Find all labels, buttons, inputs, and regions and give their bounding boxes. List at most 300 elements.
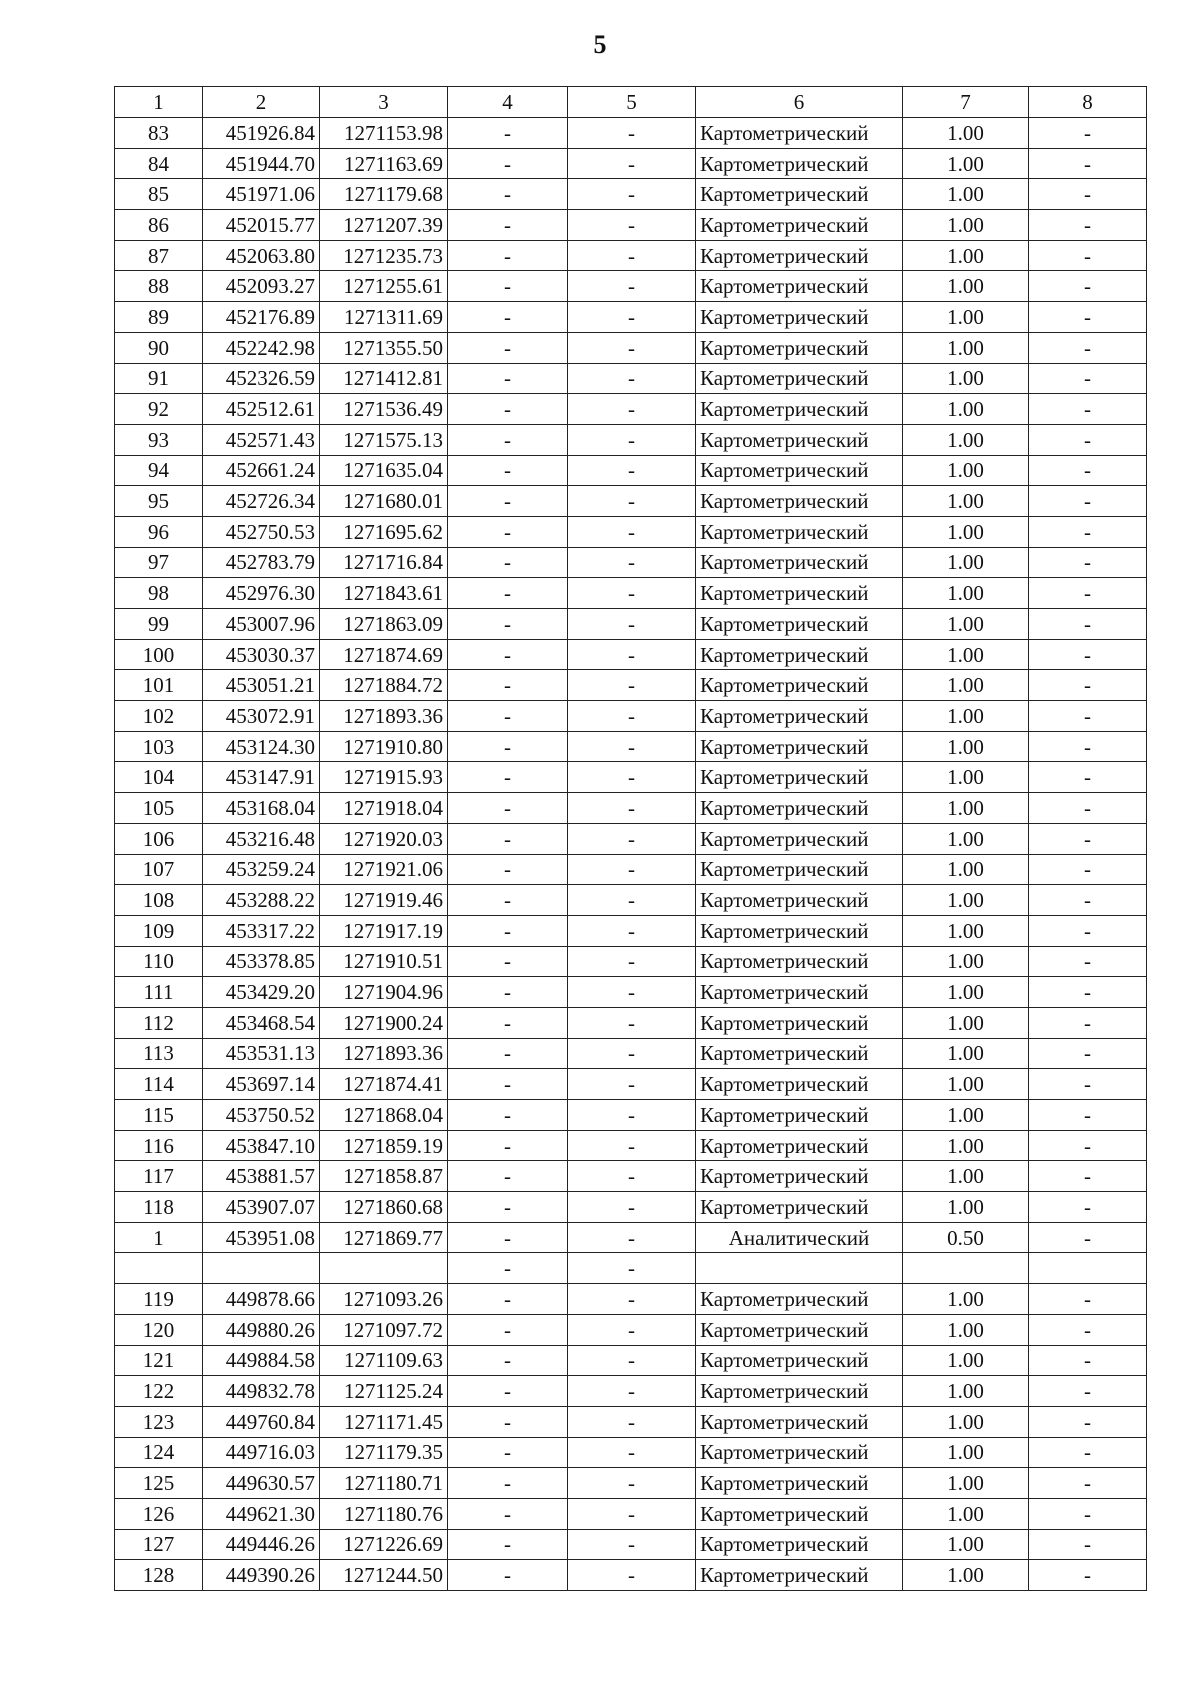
column-8-cell: -: [1029, 1038, 1147, 1069]
table-row: [115, 1253, 1147, 1284]
table-row: [115, 179, 1147, 210]
column-header: 2: [203, 87, 320, 118]
x-coordinate-cell: 452571.43: [203, 424, 320, 455]
column-8-cell: -: [1029, 762, 1147, 793]
table-row: [115, 1161, 1147, 1192]
point-number-cell: 103: [115, 731, 203, 762]
table-row: [115, 1529, 1147, 1560]
column-8-cell: -: [1029, 547, 1147, 578]
accuracy-cell: 1.00: [903, 118, 1029, 149]
accuracy-cell: 1.00: [903, 148, 1029, 179]
column-5-cell: -: [568, 363, 696, 394]
accuracy-cell: 1.00: [903, 977, 1029, 1008]
column-8-cell: -: [1029, 1314, 1147, 1345]
x-coordinate-cell: 453168.04: [203, 793, 320, 824]
point-number-cell: 109: [115, 915, 203, 946]
method-cell: Картометрический: [696, 1069, 903, 1100]
column-4-cell: -: [448, 701, 568, 732]
x-coordinate-cell: 452783.79: [203, 547, 320, 578]
accuracy-cell: 1.00: [903, 547, 1029, 578]
column-8-cell: -: [1029, 363, 1147, 394]
method-cell: Картометрический: [696, 1161, 903, 1192]
column-8-cell: -: [1029, 1161, 1147, 1192]
table-row: [115, 793, 1147, 824]
accuracy-cell: 1.00: [903, 1468, 1029, 1499]
column-4-cell: -: [448, 609, 568, 640]
method-cell: Картометрический: [696, 1468, 903, 1499]
y-coordinate-cell: 1271920.03: [320, 823, 448, 854]
accuracy-cell: 1.00: [903, 210, 1029, 241]
accuracy-cell: 1.00: [903, 424, 1029, 455]
method-cell: Картометрический: [696, 455, 903, 486]
column-5-cell: -: [568, 1345, 696, 1376]
table-row: [115, 1314, 1147, 1345]
x-coordinate-cell: 452512.61: [203, 394, 320, 425]
column-4-cell: -: [448, 670, 568, 701]
column-5-cell: -: [568, 179, 696, 210]
x-coordinate-cell: 449832.78: [203, 1376, 320, 1407]
accuracy-cell: 1.00: [903, 670, 1029, 701]
point-number-cell: 83: [115, 118, 203, 149]
column-8-cell: -: [1029, 793, 1147, 824]
method-cell: Картометрический: [696, 639, 903, 670]
column-5-cell: -: [568, 1038, 696, 1069]
point-number-cell: 114: [115, 1069, 203, 1100]
column-5-cell: -: [568, 1069, 696, 1100]
accuracy-cell: 1.00: [903, 915, 1029, 946]
method-cell: Картометрический: [696, 977, 903, 1008]
column-8-cell: -: [1029, 701, 1147, 732]
column-4-cell: -: [448, 1345, 568, 1376]
accuracy-cell: 1.00: [903, 854, 1029, 885]
method-cell: Картометрический: [696, 946, 903, 977]
accuracy-cell: 1.00: [903, 1284, 1029, 1315]
table-row: [115, 670, 1147, 701]
page-number: 5: [593, 30, 607, 59]
y-coordinate-cell: 1271893.36: [320, 701, 448, 732]
column-5-cell: -: [568, 854, 696, 885]
table-row: [115, 578, 1147, 609]
method-cell: Картометрический: [696, 1284, 903, 1315]
x-coordinate-cell: 453750.52: [203, 1100, 320, 1131]
point-number-cell: 121: [115, 1345, 203, 1376]
accuracy-cell: 1.00: [903, 271, 1029, 302]
column-8-cell: -: [1029, 1560, 1147, 1591]
column-5-cell: -: [568, 1284, 696, 1315]
y-coordinate-cell: 1271910.51: [320, 946, 448, 977]
accuracy-cell: 1.00: [903, 240, 1029, 271]
accuracy-cell: 1.00: [903, 486, 1029, 517]
method-cell: Картометрический: [696, 1437, 903, 1468]
x-coordinate-cell: 452661.24: [203, 455, 320, 486]
table-row: [115, 1130, 1147, 1161]
point-number-cell: 123: [115, 1406, 203, 1437]
x-coordinate-cell: 452015.77: [203, 210, 320, 241]
accuracy-cell: 1.00: [903, 1314, 1029, 1345]
column-5-cell: -: [568, 762, 696, 793]
column-4-cell: -: [448, 1498, 568, 1529]
y-coordinate-cell: 1271255.61: [320, 271, 448, 302]
table-row: [115, 302, 1147, 333]
y-coordinate-cell: 1271874.41: [320, 1069, 448, 1100]
point-number-cell: 108: [115, 885, 203, 916]
point-number-cell: 118: [115, 1192, 203, 1223]
table-row: [115, 547, 1147, 578]
method-cell: Картометрический: [696, 731, 903, 762]
method-cell: Картометрический: [696, 1345, 903, 1376]
x-coordinate-cell: [203, 1253, 320, 1284]
y-coordinate-cell: 1271874.69: [320, 639, 448, 670]
accuracy-cell: 1.00: [903, 885, 1029, 916]
method-cell: Картометрический: [696, 332, 903, 363]
column-8-cell: -: [1029, 1100, 1147, 1131]
column-5-cell: -: [568, 302, 696, 333]
x-coordinate-cell: 453007.96: [203, 609, 320, 640]
column-4-cell: -: [448, 1314, 568, 1345]
y-coordinate-cell: 1271918.04: [320, 793, 448, 824]
column-5-cell: -: [568, 1314, 696, 1345]
y-coordinate-cell: 1271900.24: [320, 1007, 448, 1038]
column-5-cell: -: [568, 1253, 696, 1284]
y-coordinate-cell: 1271180.71: [320, 1468, 448, 1499]
table-row: [115, 1069, 1147, 1100]
x-coordinate-cell: 452093.27: [203, 271, 320, 302]
column-4-cell: -: [448, 1560, 568, 1591]
column-4-cell: -: [448, 1161, 568, 1192]
point-number-cell: 98: [115, 578, 203, 609]
table-row: [115, 1560, 1147, 1591]
column-4-cell: -: [448, 1284, 568, 1315]
column-5-cell: -: [568, 424, 696, 455]
x-coordinate-cell: 453072.91: [203, 701, 320, 732]
method-cell: Картометрический: [696, 302, 903, 333]
point-number-cell: 100: [115, 639, 203, 670]
accuracy-cell: 1.00: [903, 946, 1029, 977]
point-number-cell: 97: [115, 547, 203, 578]
column-5-cell: -: [568, 1222, 696, 1253]
point-number-cell: 91: [115, 363, 203, 394]
x-coordinate-cell: 453259.24: [203, 854, 320, 885]
method-cell: Картометрический: [696, 885, 903, 916]
column-5-cell: -: [568, 516, 696, 547]
table-row: [115, 210, 1147, 241]
column-8-cell: -: [1029, 731, 1147, 762]
table-row: [115, 1345, 1147, 1376]
method-cell: Картометрический: [696, 486, 903, 517]
column-5-cell: -: [568, 1406, 696, 1437]
point-number-cell: 120: [115, 1314, 203, 1345]
accuracy-cell: 1.00: [903, 1406, 1029, 1437]
point-number-cell: 90: [115, 332, 203, 363]
column-8-cell: -: [1029, 1437, 1147, 1468]
y-coordinate-cell: 1271859.19: [320, 1130, 448, 1161]
accuracy-cell: [903, 1253, 1029, 1284]
y-coordinate-cell: 1271109.63: [320, 1345, 448, 1376]
x-coordinate-cell: 453468.54: [203, 1007, 320, 1038]
column-8-cell: -: [1029, 210, 1147, 241]
column-8-cell: -: [1029, 148, 1147, 179]
table-row: [115, 1406, 1147, 1437]
table-row: [115, 1498, 1147, 1529]
y-coordinate-cell: 1271860.68: [320, 1192, 448, 1223]
x-coordinate-cell: 453378.85: [203, 946, 320, 977]
column-5-cell: -: [568, 1560, 696, 1591]
method-cell: Картометрический: [696, 854, 903, 885]
point-number-cell: [115, 1253, 203, 1284]
column-4-cell: -: [448, 1406, 568, 1437]
method-cell: Картометрический: [696, 609, 903, 640]
table-row: [115, 1437, 1147, 1468]
x-coordinate-cell: 453429.20: [203, 977, 320, 1008]
column-4-cell: -: [448, 1100, 568, 1131]
method-cell: Картометрический: [696, 1007, 903, 1038]
table-row: [115, 854, 1147, 885]
x-coordinate-cell: 451944.70: [203, 148, 320, 179]
y-coordinate-cell: 1271863.09: [320, 609, 448, 640]
x-coordinate-cell: 453531.13: [203, 1038, 320, 1069]
column-5-cell: -: [568, 1130, 696, 1161]
column-8-cell: -: [1029, 179, 1147, 210]
method-cell: Картометрический: [696, 210, 903, 241]
point-number-cell: 88: [115, 271, 203, 302]
column-4-cell: -: [448, 271, 568, 302]
column-8-cell: -: [1029, 1406, 1147, 1437]
point-number-cell: 99: [115, 609, 203, 640]
column-4-cell: -: [448, 1130, 568, 1161]
column-5-cell: -: [568, 1100, 696, 1131]
column-4-cell: -: [448, 854, 568, 885]
accuracy-cell: 1.00: [903, 1376, 1029, 1407]
column-5-cell: -: [568, 823, 696, 854]
point-number-cell: 119: [115, 1284, 203, 1315]
y-coordinate-cell: 1271412.81: [320, 363, 448, 394]
y-coordinate-cell: 1271163.69: [320, 148, 448, 179]
point-number-cell: 128: [115, 1560, 203, 1591]
y-coordinate-cell: 1271244.50: [320, 1560, 448, 1591]
x-coordinate-cell: 453288.22: [203, 885, 320, 916]
column-5-cell: -: [568, 547, 696, 578]
accuracy-cell: 1.00: [903, 516, 1029, 547]
table-row: [115, 946, 1147, 977]
method-cell: Картометрический: [696, 670, 903, 701]
column-8-cell: -: [1029, 516, 1147, 547]
method-cell: Картометрический: [696, 118, 903, 149]
y-coordinate-cell: 1271695.62: [320, 516, 448, 547]
column-4-cell: -: [448, 578, 568, 609]
table-row: [115, 1100, 1147, 1131]
y-coordinate-cell: 1271207.39: [320, 210, 448, 241]
table-row: [115, 1468, 1147, 1499]
column-8-cell: -: [1029, 302, 1147, 333]
column-8-cell: -: [1029, 332, 1147, 363]
table-row: [115, 609, 1147, 640]
column-4-cell: -: [448, 363, 568, 394]
x-coordinate-cell: 452726.34: [203, 486, 320, 517]
y-coordinate-cell: 1271355.50: [320, 332, 448, 363]
accuracy-cell: 1.00: [903, 1560, 1029, 1591]
column-8-cell: -: [1029, 424, 1147, 455]
table-row: [115, 424, 1147, 455]
column-8-cell: -: [1029, 455, 1147, 486]
table-row: [115, 762, 1147, 793]
column-8-cell: -: [1029, 118, 1147, 149]
column-8-cell: -: [1029, 977, 1147, 1008]
column-5-cell: -: [568, 1529, 696, 1560]
accuracy-cell: 1.00: [903, 1345, 1029, 1376]
y-coordinate-cell: 1271179.68: [320, 179, 448, 210]
method-cell: Картометрический: [696, 424, 903, 455]
column-4-cell: -: [448, 731, 568, 762]
x-coordinate-cell: 452242.98: [203, 332, 320, 363]
column-5-cell: -: [568, 455, 696, 486]
column-5-cell: -: [568, 946, 696, 977]
column-5-cell: -: [568, 394, 696, 425]
method-cell: Картометрический: [696, 578, 903, 609]
column-4-cell: -: [448, 1468, 568, 1499]
method-cell: Картометрический: [696, 793, 903, 824]
method-cell: Картометрический: [696, 1130, 903, 1161]
column-header: 1: [115, 87, 203, 118]
column-8-cell: -: [1029, 1468, 1147, 1499]
point-number-cell: 101: [115, 670, 203, 701]
table-row: [115, 516, 1147, 547]
point-number-cell: 117: [115, 1161, 203, 1192]
point-number-cell: 124: [115, 1437, 203, 1468]
accuracy-cell: 1.00: [903, 1437, 1029, 1468]
accuracy-cell: 1.00: [903, 394, 1029, 425]
column-5-cell: -: [568, 1161, 696, 1192]
column-4-cell: -: [448, 1253, 568, 1284]
column-8-cell: -: [1029, 854, 1147, 885]
point-number-cell: 125: [115, 1468, 203, 1499]
y-coordinate-cell: 1271179.35: [320, 1437, 448, 1468]
y-coordinate-cell: 1271536.49: [320, 394, 448, 425]
column-8-cell: -: [1029, 670, 1147, 701]
point-number-cell: 116: [115, 1130, 203, 1161]
y-coordinate-cell: [320, 1253, 448, 1284]
table-row: [115, 977, 1147, 1008]
y-coordinate-cell: 1271235.73: [320, 240, 448, 271]
column-5-cell: -: [568, 915, 696, 946]
point-number-cell: 105: [115, 793, 203, 824]
y-coordinate-cell: 1271843.61: [320, 578, 448, 609]
point-number-cell: 84: [115, 148, 203, 179]
point-number-cell: 127: [115, 1529, 203, 1560]
column-header: 3: [320, 87, 448, 118]
column-4-cell: -: [448, 148, 568, 179]
table-row: [115, 240, 1147, 271]
method-cell: Аналитический: [696, 1222, 903, 1253]
point-number-cell: 111: [115, 977, 203, 1008]
x-coordinate-cell: 453881.57: [203, 1161, 320, 1192]
point-number-cell: 115: [115, 1100, 203, 1131]
x-coordinate-cell: 452976.30: [203, 578, 320, 609]
column-8-cell: -: [1029, 1007, 1147, 1038]
y-coordinate-cell: 1271226.69: [320, 1529, 448, 1560]
point-number-cell: 94: [115, 455, 203, 486]
method-cell: Картометрический: [696, 701, 903, 732]
column-8-cell: -: [1029, 578, 1147, 609]
point-number-cell: 104: [115, 762, 203, 793]
accuracy-cell: 1.00: [903, 701, 1029, 732]
y-coordinate-cell: 1271858.87: [320, 1161, 448, 1192]
accuracy-cell: 1.00: [903, 1007, 1029, 1038]
column-5-cell: -: [568, 670, 696, 701]
x-coordinate-cell: 449878.66: [203, 1284, 320, 1315]
accuracy-cell: 1.00: [903, 1529, 1029, 1560]
column-5-cell: -: [568, 1437, 696, 1468]
y-coordinate-cell: 1271915.93: [320, 762, 448, 793]
method-cell: Картометрический: [696, 1192, 903, 1223]
column-4-cell: -: [448, 1529, 568, 1560]
column-header: 6: [696, 87, 903, 118]
column-5-cell: -: [568, 486, 696, 517]
column-4-cell: -: [448, 302, 568, 333]
column-4-cell: -: [448, 210, 568, 241]
x-coordinate-cell: 451926.84: [203, 118, 320, 149]
method-cell: Картометрический: [696, 915, 903, 946]
y-coordinate-cell: 1271921.06: [320, 854, 448, 885]
y-coordinate-cell: 1271919.46: [320, 885, 448, 916]
table-row: [115, 823, 1147, 854]
column-8-cell: -: [1029, 1498, 1147, 1529]
method-cell: Картометрический: [696, 1314, 903, 1345]
accuracy-cell: 1.00: [903, 1498, 1029, 1529]
column-5-cell: -: [568, 1376, 696, 1407]
table-row: [115, 915, 1147, 946]
x-coordinate-cell: 449760.84: [203, 1406, 320, 1437]
y-coordinate-cell: 1271868.04: [320, 1100, 448, 1131]
x-coordinate-cell: 453124.30: [203, 731, 320, 762]
column-4-cell: -: [448, 240, 568, 271]
column-4-cell: -: [448, 394, 568, 425]
y-coordinate-cell: 1271171.45: [320, 1406, 448, 1437]
y-coordinate-cell: 1271153.98: [320, 118, 448, 149]
point-number-cell: 87: [115, 240, 203, 271]
accuracy-cell: 1.00: [903, 1161, 1029, 1192]
accuracy-cell: 1.00: [903, 639, 1029, 670]
y-coordinate-cell: 1271884.72: [320, 670, 448, 701]
column-8-cell: -: [1029, 1345, 1147, 1376]
table-row: [115, 363, 1147, 394]
accuracy-cell: 1.00: [903, 1130, 1029, 1161]
column-8-cell: -: [1029, 885, 1147, 916]
table-row: [115, 1376, 1147, 1407]
y-coordinate-cell: 1271097.72: [320, 1314, 448, 1345]
column-4-cell: -: [448, 885, 568, 916]
table-body: [115, 118, 1147, 1591]
column-5-cell: -: [568, 240, 696, 271]
x-coordinate-cell: 453847.10: [203, 1130, 320, 1161]
method-cell: Картометрический: [696, 271, 903, 302]
x-coordinate-cell: 453907.07: [203, 1192, 320, 1223]
point-number-cell: 106: [115, 823, 203, 854]
method-cell: Картометрический: [696, 394, 903, 425]
point-number-cell: 89: [115, 302, 203, 333]
column-8-cell: -: [1029, 1192, 1147, 1223]
x-coordinate-cell: 453317.22: [203, 915, 320, 946]
x-coordinate-cell: 449880.26: [203, 1314, 320, 1345]
x-coordinate-cell: 453030.37: [203, 639, 320, 670]
column-5-cell: -: [568, 639, 696, 670]
x-coordinate-cell: 452326.59: [203, 363, 320, 394]
method-cell: [696, 1253, 903, 1284]
method-cell: Картометрический: [696, 1100, 903, 1131]
column-5-cell: -: [568, 210, 696, 241]
x-coordinate-cell: 449716.03: [203, 1437, 320, 1468]
point-number-cell: 1: [115, 1222, 203, 1253]
column-5-cell: -: [568, 885, 696, 916]
